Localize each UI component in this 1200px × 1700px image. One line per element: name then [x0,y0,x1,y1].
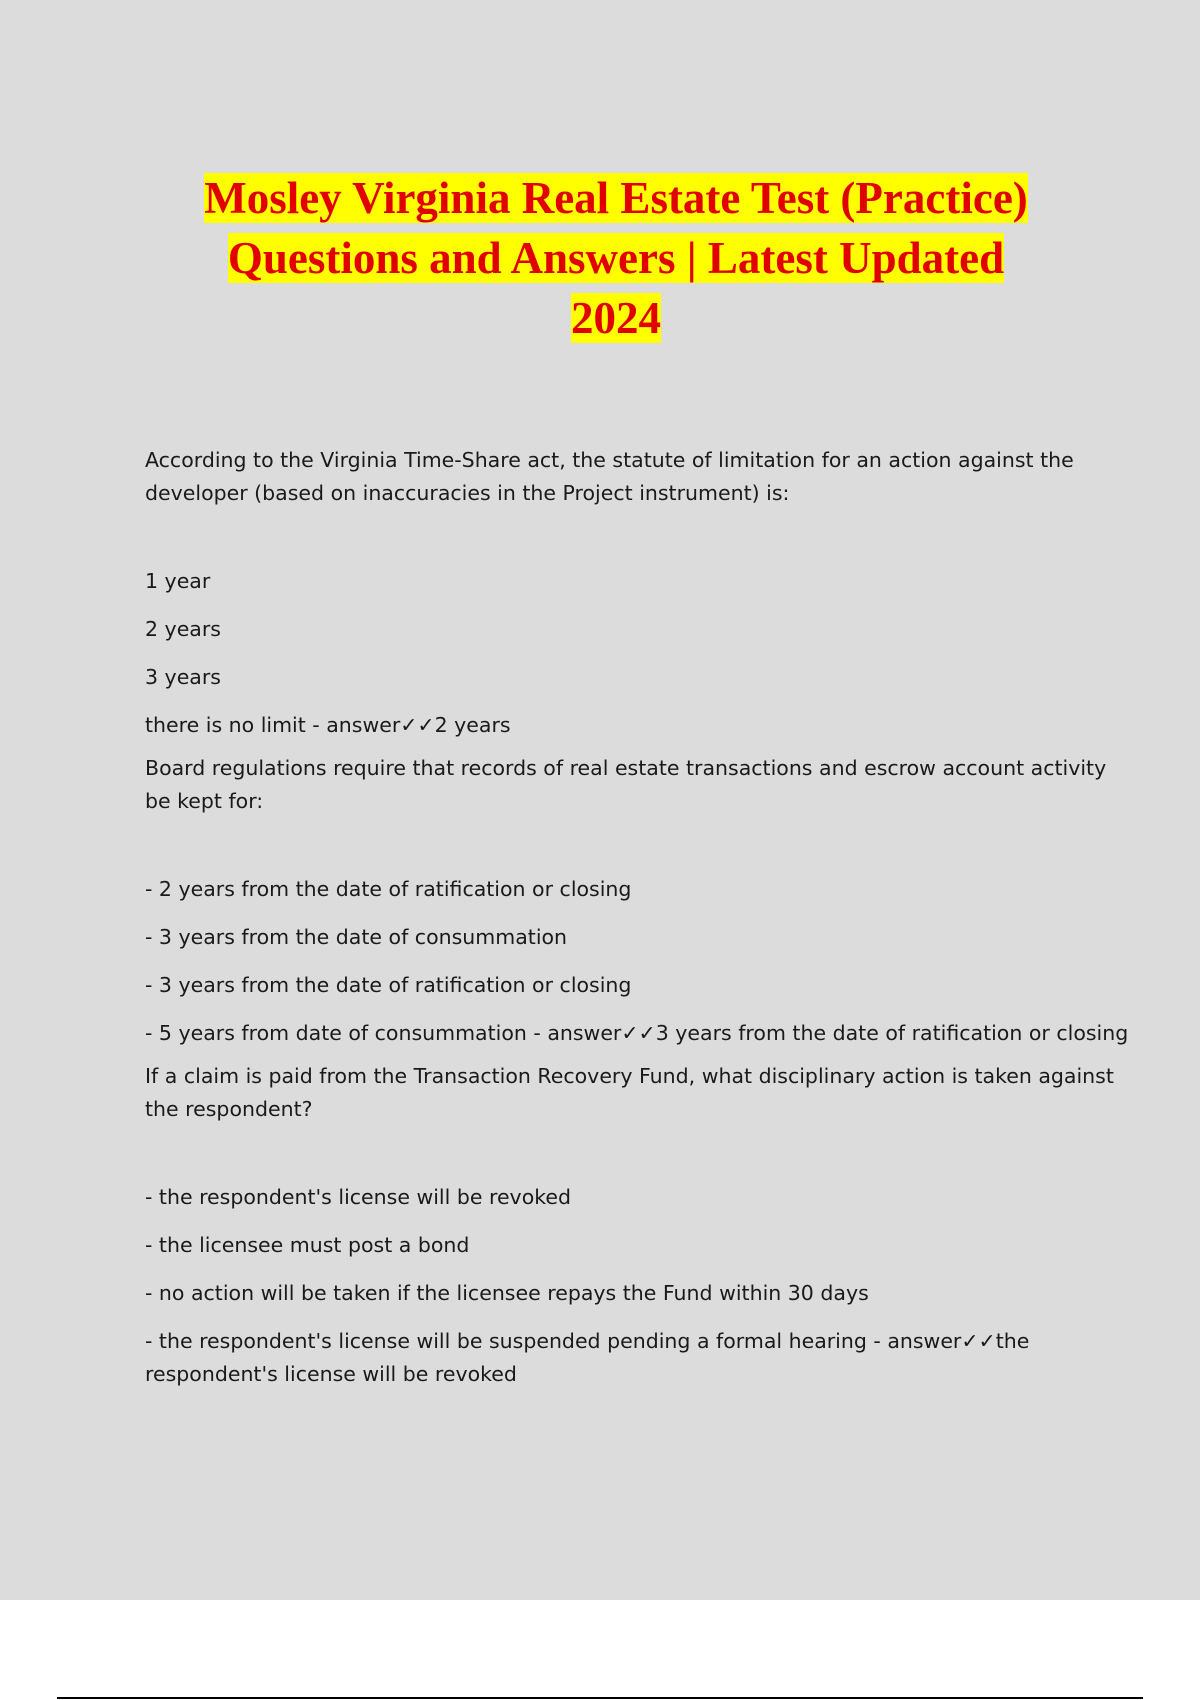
title-line-2: Questions and Answers | Latest Updated [227,233,1005,283]
question-3-option-3: - no action will be taken if the licensee repays the Fund within 30 days [145,1281,869,1305]
footer-rule [57,1697,1143,1699]
question-2-text-line-1: Board regulations require that records of real estate transactions and escrow account activity [145,756,1107,780]
title-line-1: Mosley Virginia Real Estate Test (Practice) [204,173,1028,223]
question-3-option-1: - the respondent's license will be revoked [145,1185,571,1209]
question-2-option-2: - 3 years from the date of consummation [145,925,568,949]
question-3-text-line-1: If a claim is paid from the Transaction Recovery Fund, what disciplinary action is taken against [145,1064,1114,1088]
question-1-text-line-2: developer (based on inaccuracies in the Project instrument) is: [145,481,790,505]
question-1-option-1: 1 year [145,569,211,593]
question-1-option-2: 2 years [145,617,221,641]
document-title [140,168,1092,348]
question-3-option-4-answer-line-1: - the respondent's license will be suspended pending a formal hearing - answer✓✓the [145,1329,1030,1353]
question-1-option-3: 3 years [145,665,221,689]
question-3-option-2: - the licensee must post a bond [145,1233,470,1257]
question-list [145,444,1129,1391]
question-2-option-1: - 2 years from the date of ratification or closing [145,877,632,901]
question-1-option-4-answer: there is no limit - answer✓✓2 years [145,713,511,737]
question-3-option-4-answer-line-2: respondent's license will be revoked [145,1362,517,1386]
question-3-text-line-2: the respondent? [145,1097,313,1121]
question-2-text-line-2: be kept for: [145,789,264,813]
question-2-option-4-answer: - 5 years from date of consummation - answer✓✓3 years from the date of ratification or closing [145,1021,1129,1045]
question-1-text-line-1: According to the Virginia Time-Share act, the statute of limitation for an action against the [145,448,1074,472]
title-line-3: 2024 [571,293,661,343]
question-2-option-3: - 3 years from the date of ratification or closing [145,973,632,997]
